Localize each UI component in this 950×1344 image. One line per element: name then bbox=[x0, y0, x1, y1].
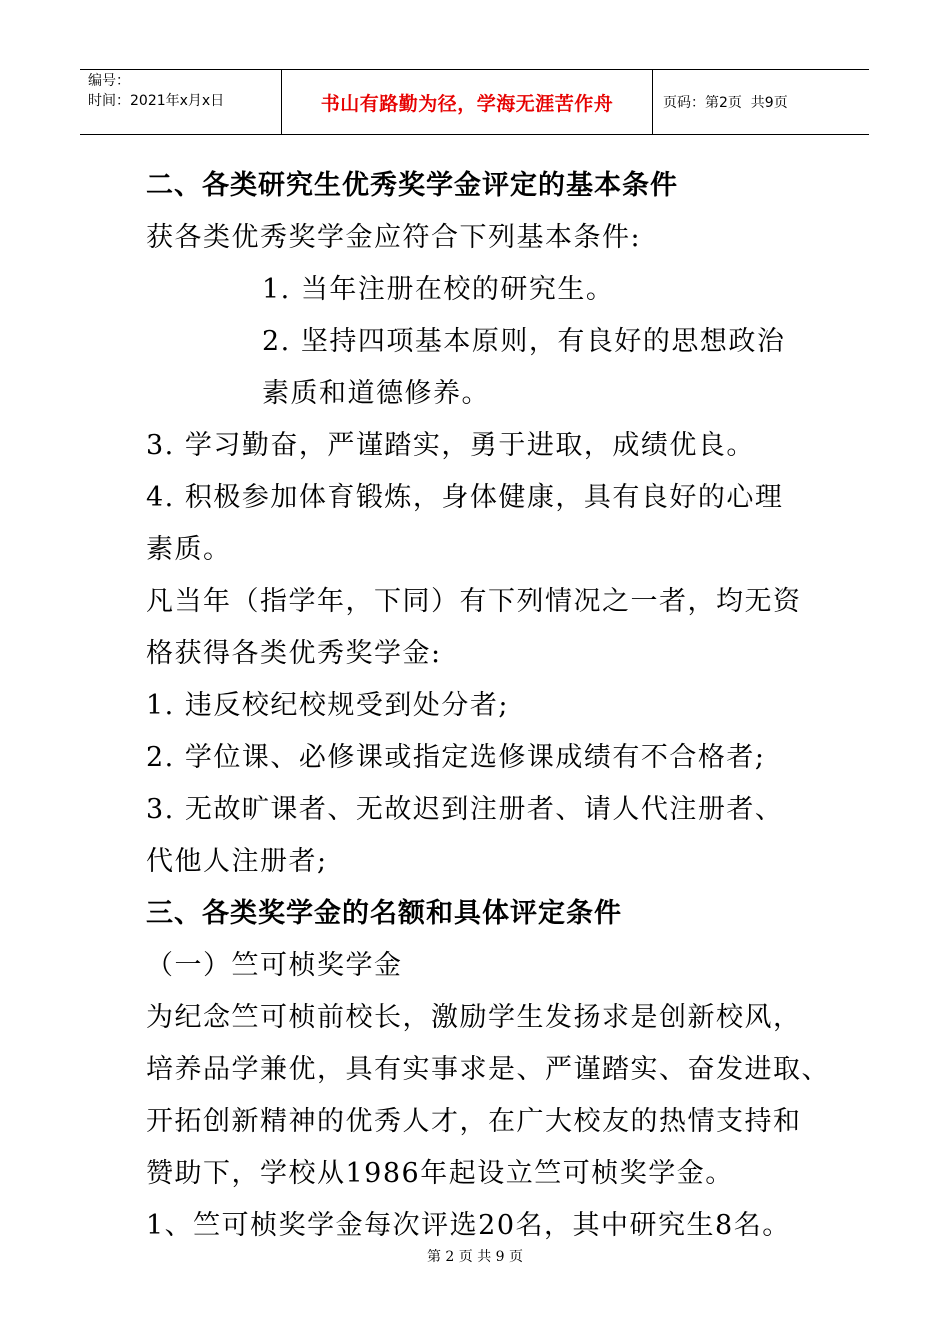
text-line: 1、竺可桢奖学金每次评选20名，其中研究生8名。 bbox=[146, 1210, 791, 1241]
text-line: 赞助下，学校从1986年起设立竺可桢奖学金。 bbox=[146, 1158, 734, 1189]
text-line: （一）竺可桢奖学金 bbox=[146, 950, 403, 981]
page-header bbox=[80, 69, 869, 135]
text-line: 代他人注册者; bbox=[146, 846, 328, 877]
section-heading: 二、各类研究生优秀奖学金评定的基本条件 bbox=[146, 170, 678, 201]
text-line: 为纪念竺可桢前校长，激励学生发扬求是创新校风， bbox=[146, 1002, 802, 1033]
header-meta bbox=[80, 70, 282, 134]
text-line: 素质和道德修养。 bbox=[262, 378, 490, 409]
text-line: 2. 学位课、必修课或指定选修课成绩有不合格者; bbox=[146, 742, 766, 773]
text-line: 2. 坚持四项基本原则，有良好的思想政治 bbox=[262, 326, 786, 357]
section-heading: 三、各类奖学金的名额和具体评定条件 bbox=[146, 898, 622, 929]
time-label: 时间：2021年x月x日 bbox=[88, 93, 225, 109]
page-footer: 第 2 页 共 9 页 bbox=[426, 1249, 524, 1265]
header-page-code: 页码：第2页 共9页 bbox=[663, 95, 788, 111]
document-body bbox=[146, 160, 846, 1252]
text-line: 培养品学兼优，具有实事求是、严谨踏实、奋发进取、 bbox=[146, 1054, 830, 1085]
text-line: 素质。 bbox=[146, 534, 232, 565]
header-motto: 书山有路勤为径，学海无涯苦作舟 bbox=[282, 70, 653, 134]
text-line: 凡当年（指学年，下同）有下列情况之一者，均无资 bbox=[146, 586, 802, 617]
text-line: 4. 积极参加体育锻炼，身体健康，具有良好的心理 bbox=[146, 482, 784, 513]
text-line: 获各类优秀奖学金应符合下列基本条件: bbox=[146, 222, 642, 253]
text-line: 1. 违反校纪校规受到处分者; bbox=[146, 690, 509, 721]
text-line: 3. 学习勤奋，严谨踏实，勇于进取，成绩优良。 bbox=[146, 430, 755, 461]
number-label: 编号： bbox=[88, 73, 130, 89]
text-line: 开拓创新精神的优秀人才，在广大校友的热情支持和 bbox=[146, 1106, 802, 1137]
text-line: 格获得各类优秀奖学金: bbox=[146, 638, 442, 669]
text-line: 1. 当年注册在校的研究生。 bbox=[262, 274, 615, 305]
text-line: 3. 无故旷课者、无故迟到注册者、请人代注册者、 bbox=[146, 794, 784, 825]
